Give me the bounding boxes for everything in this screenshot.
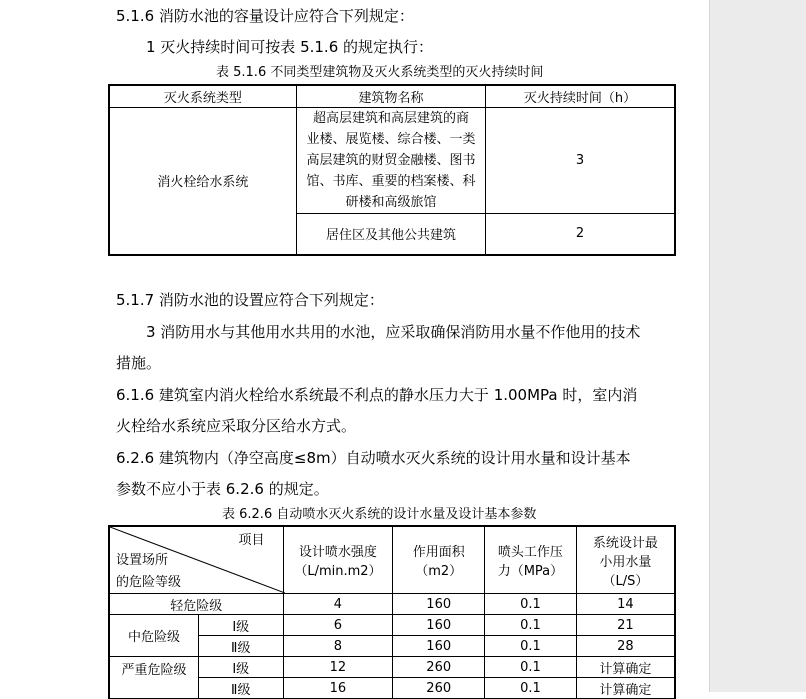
- table-5-1-6-caption: 表 5.1.6 不同类型建筑物及灭火系统类型的灭火持续时间: [216, 65, 544, 80]
- table-row: [109, 657, 675, 678]
- corner-label-top: 项目: [238, 533, 265, 548]
- section-6-2-6-line-1: 6.2.6 建筑物内（净空高度≤8m）自动喷水灭火系统的设计用水量和设计基本: [116, 449, 631, 467]
- building-name-line: 研楼和高级旅馆: [345, 194, 437, 210]
- table-row: [109, 615, 675, 636]
- building-name-line: 超高层建筑和高层建筑的商: [312, 110, 469, 126]
- header-line: 系统设计最: [592, 535, 658, 551]
- table-cell: 21: [576, 615, 675, 636]
- table-6-2-6-caption: 表 6.2.6 自动喷水灭火系统的设计水量及设计基本参数: [222, 507, 537, 522]
- grade-cell: Ⅰ级: [199, 615, 284, 636]
- grade-cell: Ⅱ级: [199, 636, 284, 657]
- hazard-level-cell: 轻危险级: [109, 594, 283, 615]
- header-line: （m2）: [415, 564, 463, 579]
- table-6-2-6: [108, 525, 676, 699]
- table-cell: 8: [283, 636, 393, 657]
- table-header-cell: [283, 526, 393, 594]
- duration-cell: 3: [486, 107, 675, 213]
- section-6-2-6-line-2: 参数不应小于表 6.2.6 的规定。: [116, 480, 329, 498]
- table-cell: 260: [393, 657, 485, 678]
- table-cell: 计算确定: [576, 657, 675, 678]
- table-cell: 16: [283, 678, 393, 699]
- grade-cell: Ⅰ级: [199, 657, 284, 678]
- section-5-1-7-item-3-line-2: 措施。: [116, 354, 162, 372]
- table-cell: 160: [393, 636, 485, 657]
- header-line: 喷头工作压: [497, 545, 563, 560]
- table-corner-header: [109, 526, 283, 594]
- table-cell: 0.1: [485, 657, 577, 678]
- section-5-1-7-heading: 5.1.7 消防水池的设置应符合下列规定：: [116, 291, 384, 309]
- table-header-cell: 灭火系统类型: [109, 85, 296, 107]
- table-cell: 0.1: [485, 615, 577, 636]
- table-header-cell: [485, 526, 577, 594]
- header-line: 小用水量: [599, 554, 652, 570]
- building-name-cell: [296, 107, 485, 213]
- table-row: [109, 594, 675, 615]
- table-cell: 0.1: [485, 678, 577, 699]
- table-cell: 4: [283, 594, 393, 615]
- table-cell: 260: [393, 678, 485, 699]
- table-cell: 0.1: [485, 594, 577, 615]
- table-cell: 14: [576, 594, 675, 615]
- corner-label-bottom-2: 的危险等级: [116, 575, 182, 590]
- table-header-cell: [576, 526, 675, 594]
- building-name-line: 业楼、展览楼、综合楼、一类: [306, 131, 476, 147]
- building-name-cell: 居住区及其他公共建筑: [296, 213, 485, 255]
- table-cell: 0.1: [485, 636, 577, 657]
- table-cell: 12: [283, 657, 393, 678]
- section-6-1-6-line-1: 6.1.6 建筑室内消火栓给水系统最不利点的静水压力大于 1.00MPa 时，室内消: [116, 386, 638, 404]
- section-6-1-6-line-2: 火栓给水系统应采取分区给水方式。: [116, 417, 357, 435]
- hazard-level-cell: 严重危险级: [109, 657, 199, 699]
- duration-cell: 2: [486, 213, 675, 255]
- system-type-cell: 消火栓给水系统: [109, 107, 296, 255]
- table-header-cell: [393, 526, 485, 594]
- section-5-1-7-item-3-line-1: 3 消防用水与其他用水共用的水池，应采取确保消防用水量不作他用的技术: [146, 323, 641, 341]
- header-line: 设计喷水强度: [298, 545, 377, 560]
- grade-cell: Ⅱ级: [199, 678, 284, 699]
- hazard-level-cell: 中危险级: [109, 615, 199, 657]
- building-name-line: 馆、书库、重要的档案楼、科: [306, 173, 476, 189]
- header-line: 力（MPa）: [497, 564, 564, 579]
- section-5-1-6-heading: 5.1.6 消防水池的容量设计应符合下列规定：: [116, 7, 414, 25]
- header-line: 作用面积: [412, 545, 465, 560]
- corner-label-bottom-1: 设置场所: [116, 553, 169, 568]
- header-line: （L/S）: [602, 573, 649, 589]
- building-name-line: 高层建筑的财贸金融楼、图书: [306, 152, 476, 168]
- table-header-cell: 建筑物名称: [296, 85, 485, 107]
- table-header-cell: 灭火持续时间（h）: [486, 85, 675, 107]
- table-cell: 160: [393, 594, 485, 615]
- document-margin-panel: [709, 0, 806, 692]
- table-cell: 计算确定: [576, 678, 675, 699]
- table-cell: 6: [283, 615, 393, 636]
- table-cell: 28: [576, 636, 675, 657]
- section-5-1-6-item-1: 1 灭火持续时间可按表 5.1.6 的规定执行：: [146, 38, 434, 56]
- table-cell: 160: [393, 615, 485, 636]
- table-5-1-6: [108, 84, 676, 256]
- header-line: （L/min.m2）: [294, 564, 382, 579]
